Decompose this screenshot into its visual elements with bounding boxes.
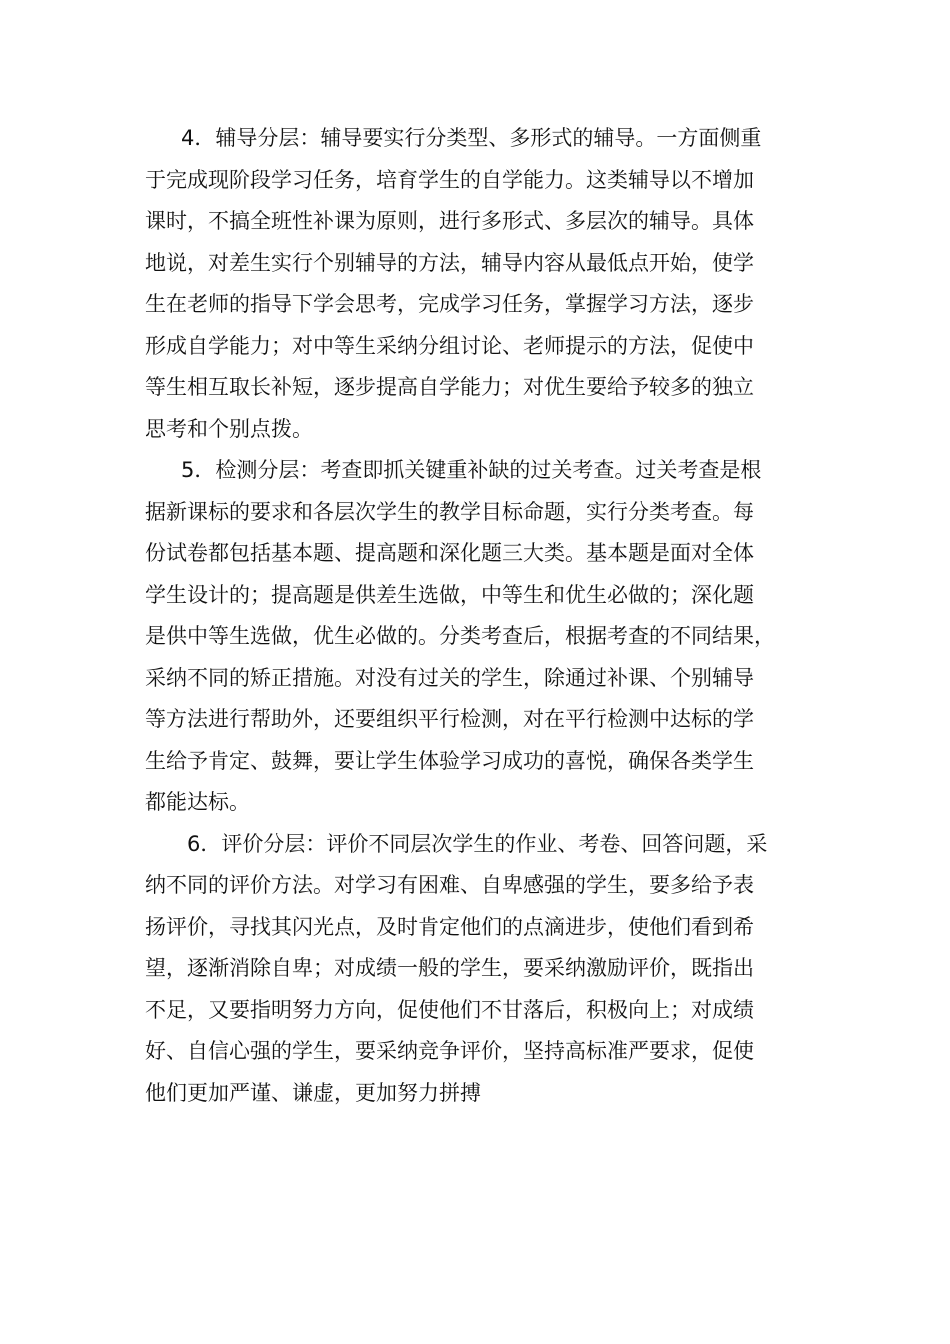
text-line: 4．辅导分层：辅导要实行分类型、多形式的辅导。一方面侧重: [181, 126, 762, 150]
text-line: 不足，又要指明努力方向，促使他们不甘落后，积极向上；对成绩: [145, 997, 754, 1022]
document-page: [145, 118, 807, 1114]
text-line: 思考和个别点拨。: [145, 416, 313, 441]
text-line: 采纳不同的矫正措施。对没有过关的学生，除通过补课、个别辅导: [145, 665, 754, 690]
text-line: 好、自信心强的学生，要采纳竞争评价，坚持高标准严要求，促使: [145, 1039, 754, 1063]
text-line: 望，逐渐消除自卑；对成绩一般的学生，要采纳激励评价，既指出: [145, 956, 754, 980]
text-line: 于完成现阶段学习任务，培育学生的自学能力。这类辅导以不增加: [145, 167, 754, 192]
paragraph-tutoring-layering: [145, 118, 807, 450]
text-line: 是供中等生选做，优生必做的。分类考查后，根据考查的不同结果，: [145, 624, 775, 648]
text-line: 生在老师的指导下学会思考，完成学习任务，掌握学习方法，逐步: [145, 292, 754, 316]
text-line: 纳不同的评价方法。对学习有困难、自卑感强的学生，要多给予表: [145, 873, 754, 897]
paragraph-evaluation-layering: [145, 824, 807, 1115]
text-line: 都能达标。: [145, 790, 250, 814]
text-line: 等生相互取长补短，逐步提高自学能力；对优生要给予较多的独立: [145, 375, 754, 399]
text-line: 他们更加严谨、谦虚，更加努力拼搏: [145, 1080, 481, 1105]
text-line: 等方法进行帮助外，还要组织平行检测，对在平行检测中达标的学: [145, 707, 754, 731]
text-line: 生给予肯定、鼓舞，要让学生体验学习成功的喜悦，确保各类学生: [145, 748, 754, 773]
text-line: 学生设计的；提高题是供差生选做，中等生和优生必做的；深化题: [145, 582, 754, 607]
paragraph-testing-layering: [145, 450, 807, 824]
text-line: 据新课标的要求和各层次学生的教学目标命题，实行分类考查。每: [145, 499, 754, 524]
text-line: 5．检测分层：考查即抓关键重补缺的过关考查。过关考查是根: [181, 458, 762, 482]
text-line: 地说，对差生实行个别辅导的方法，辅导内容从最低点开始，使学: [145, 250, 754, 275]
text-line: 份试卷都包括基本题、提高题和深化题三大类。基本题是面对全体: [145, 541, 754, 565]
text-line: 形成自学能力；对中等生采纳分组讨论、老师提示的方法，促使中: [145, 333, 754, 358]
text-line: 扬评价，寻找其闪光点，及时肯定他们的点滴进步，使他们看到希: [145, 914, 754, 939]
text-line: 课时，不搞全班性补课为原则，进行多形式、多层次的辅导。具体: [145, 209, 754, 233]
text-line: 6．评价分层：评价不同层次学生的作业、考卷、回答问题，采: [187, 831, 768, 856]
